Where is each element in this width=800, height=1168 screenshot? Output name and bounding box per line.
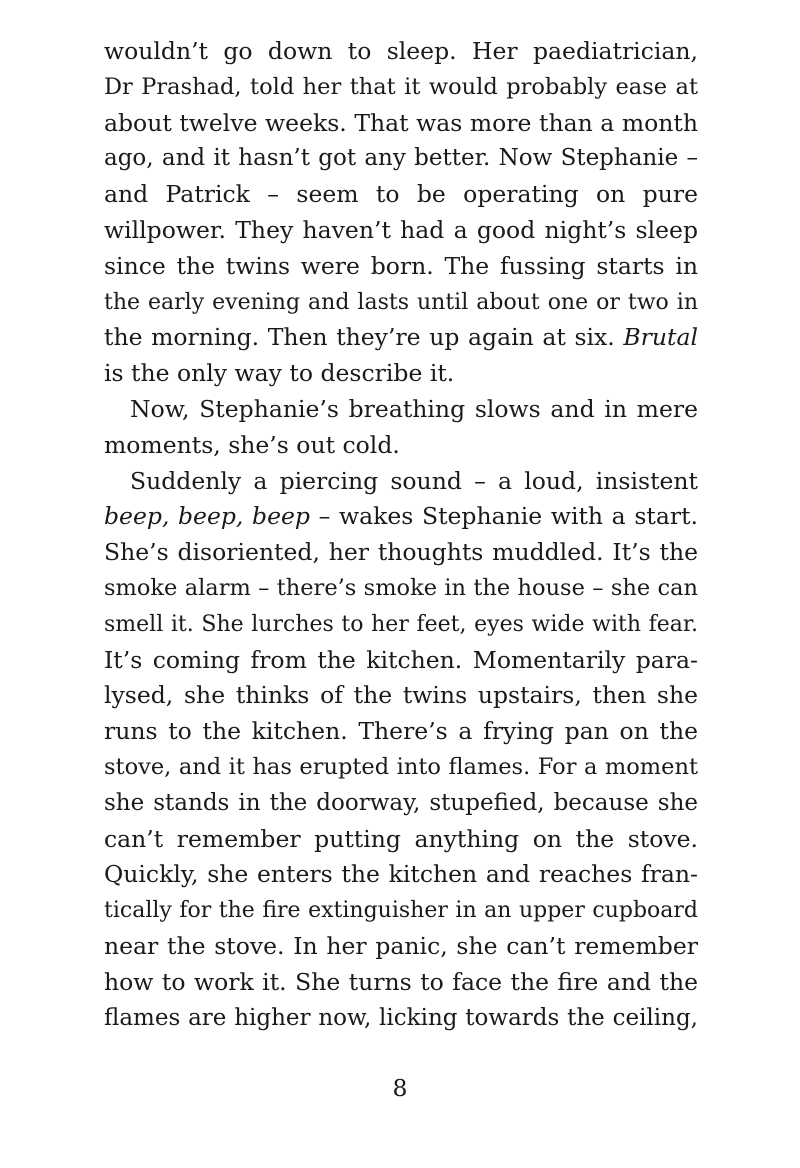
text-line: [104, 857, 698, 893]
text-segment: can’t remember putting anything on the stove.: [104, 824, 698, 853]
text-line: [104, 607, 698, 643]
text-segment: It’s coming from the kitchen. Momentarily para-: [104, 645, 698, 674]
text-line: [104, 678, 698, 714]
text-segment: ago, and it hasn’t got any better. Now Stephanie –: [104, 145, 698, 172]
text-line: [104, 106, 698, 142]
body-text: [104, 34, 698, 1036]
text-line: [104, 535, 698, 571]
text-segment: lysed, she thinks of the twins upstairs, then she: [104, 681, 698, 710]
text-segment: Dr Prashad, told her that it would probably ease at: [104, 73, 698, 100]
text-line: [104, 177, 698, 213]
text-segment: moments, she’s out cold.: [104, 430, 400, 459]
text-segment: runs to the kitchen. There’s a frying pan on the: [104, 717, 698, 746]
text-segment: tically for the fire extinguisher in an upper cupboard: [104, 898, 698, 924]
text-line: [104, 70, 698, 106]
text-segment: stove, and it has erupted into flames. For a moment: [104, 753, 698, 780]
text-line: [104, 965, 698, 1001]
text-segment: about twelve weeks. That was more than a month: [104, 108, 698, 137]
text-line: [104, 822, 698, 858]
text-segment: flames are higher now, licking towards the ceiling,: [104, 1004, 698, 1031]
text-line: [104, 320, 698, 356]
text-line: [104, 714, 698, 750]
italic-text: beep, beep, beep: [104, 502, 310, 531]
text-segment: near the stove. In her panic, she can’t remember: [104, 931, 698, 960]
text-segment: and Patrick – seem to be operating on pure: [104, 180, 698, 209]
text-line: [104, 141, 698, 177]
text-segment: Now, Stephanie’s breathing slows and in mere: [130, 394, 698, 423]
text-line: [104, 929, 698, 965]
text-segment: She’s disoriented, her thoughts muddled. It’s the: [104, 538, 698, 567]
text-segment: Quickly, she enters the kitchen and reaches fran-: [104, 860, 698, 889]
text-segment: smell it. She lurches to her feet, eyes wide with fear.: [104, 611, 698, 637]
text-line: [104, 392, 698, 428]
text-line: [104, 499, 698, 535]
text-line: [104, 464, 698, 500]
text-line: [104, 643, 698, 679]
text-line: [104, 571, 698, 607]
text-segment: willpower. They haven’t had a good night’s sleep: [104, 215, 698, 244]
text-line: [104, 893, 698, 929]
text-segment: wouldn’t go down to sleep. Her paediatrician,: [104, 37, 698, 65]
text-line: [104, 1001, 698, 1037]
text-segment: the morning. Then they’re up again at six.: [104, 323, 624, 352]
text-line: [104, 786, 698, 822]
italic-text: Brutal: [623, 323, 698, 352]
text-segment: how to work it. She turns to face the fire and the: [104, 967, 698, 996]
text-line: [104, 750, 698, 786]
text-segment: she stands in the doorway, stupefied, because she: [104, 789, 698, 816]
text-line: [104, 285, 698, 321]
text-line: [104, 249, 698, 285]
text-segment: smoke alarm – there’s smoke in the house – she can: [104, 574, 698, 601]
page-number: 8: [392, 1074, 408, 1102]
text-line: [104, 356, 698, 392]
text-line: [104, 213, 698, 249]
text-segment: Suddenly a piercing sound – a loud, insistent: [130, 466, 698, 495]
text-line: [104, 428, 698, 464]
text-segment: the early evening and lasts until about one or two in: [104, 289, 698, 315]
text-segment: since the twins were born. The fussing starts in: [104, 251, 698, 280]
text-segment: is the only way to describe it.: [104, 359, 455, 388]
text-segment: – wakes Stephanie with a start.: [309, 502, 698, 531]
text-line: [104, 34, 698, 70]
